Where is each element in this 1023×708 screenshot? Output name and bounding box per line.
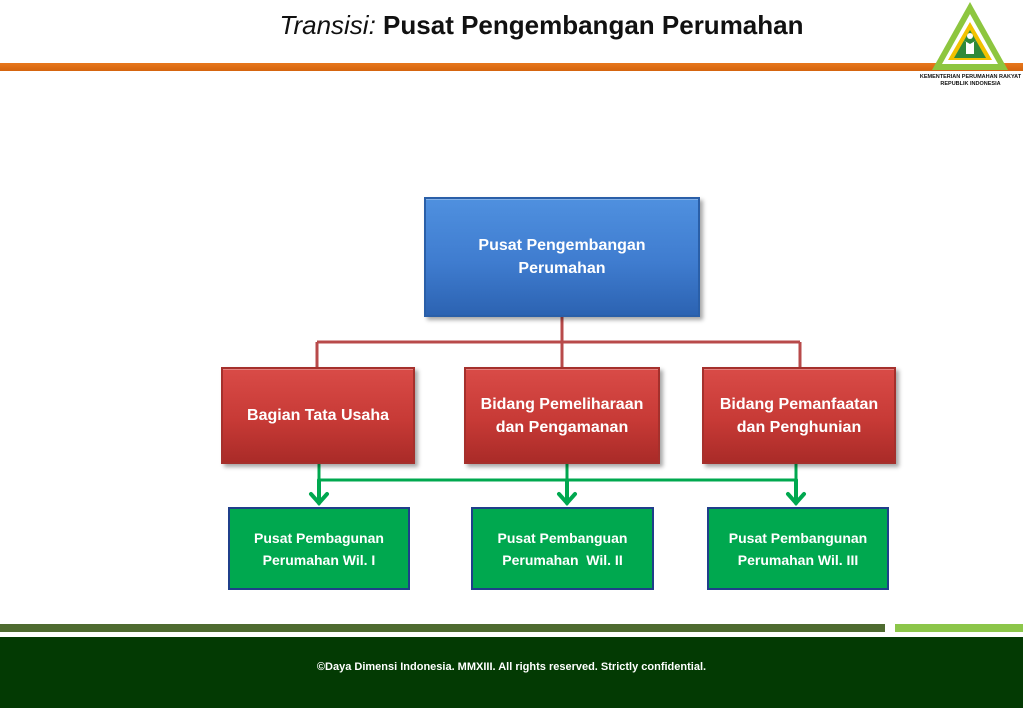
division-3-line2: dan Penghunian (736, 418, 862, 436)
unit-3-line2: Perumahan Wil. III (737, 551, 859, 568)
unit-3-line1: Pusat Pembangunan (728, 529, 868, 546)
unit-2-line1: Pusat Pembanguan (497, 529, 628, 546)
org-node-division-2 (464, 367, 660, 464)
division-3-line1: Bidang Pemanfaatan (719, 395, 879, 413)
org-node-division-3 (702, 367, 896, 464)
unit-1-line1: Pusat Pembagunan (254, 529, 384, 546)
title-main: Pusat Pengembangan Perumahan (383, 10, 804, 40)
division-1-line1: Bagian Tata Usaha (247, 407, 389, 424)
footer-copyright: ©Daya Dimensi Indonesia. MMXIII. All rights reserved. Strictly confidential. (316, 661, 707, 673)
org-node-unit-1 (228, 507, 410, 590)
org-node-unit-3 (707, 507, 889, 590)
org-node-unit-2 (471, 507, 654, 590)
root-to-division-connectors (317, 317, 800, 367)
unit-2-line2: Perumahan Wil. II (502, 551, 623, 568)
footer-divider-olive (0, 624, 885, 632)
org-node-root-line2: Perumahan (518, 260, 606, 277)
logo-text-line2: REPUBLIK INDONESIA (940, 81, 1001, 87)
unit-1-line2: Perumahan Wil. I (262, 551, 376, 568)
org-node-root-line1: Pusat Pengembangan (478, 237, 646, 254)
division-to-unit-connectors (319, 464, 796, 480)
title-prefix: Transisi: (279, 10, 376, 40)
division-2-line2: dan Pengamanan (495, 418, 629, 436)
arrow-down-icons (311, 480, 804, 503)
logo-text-line1: KEMENTERIAN PERUMAHAN RAKYAT (919, 74, 1022, 80)
footer-divider-lime (895, 624, 1023, 632)
org-node-root (424, 197, 700, 317)
division-2-line1: Bidang Pemeliharaan (480, 395, 644, 413)
org-node-division-1 (221, 367, 415, 464)
